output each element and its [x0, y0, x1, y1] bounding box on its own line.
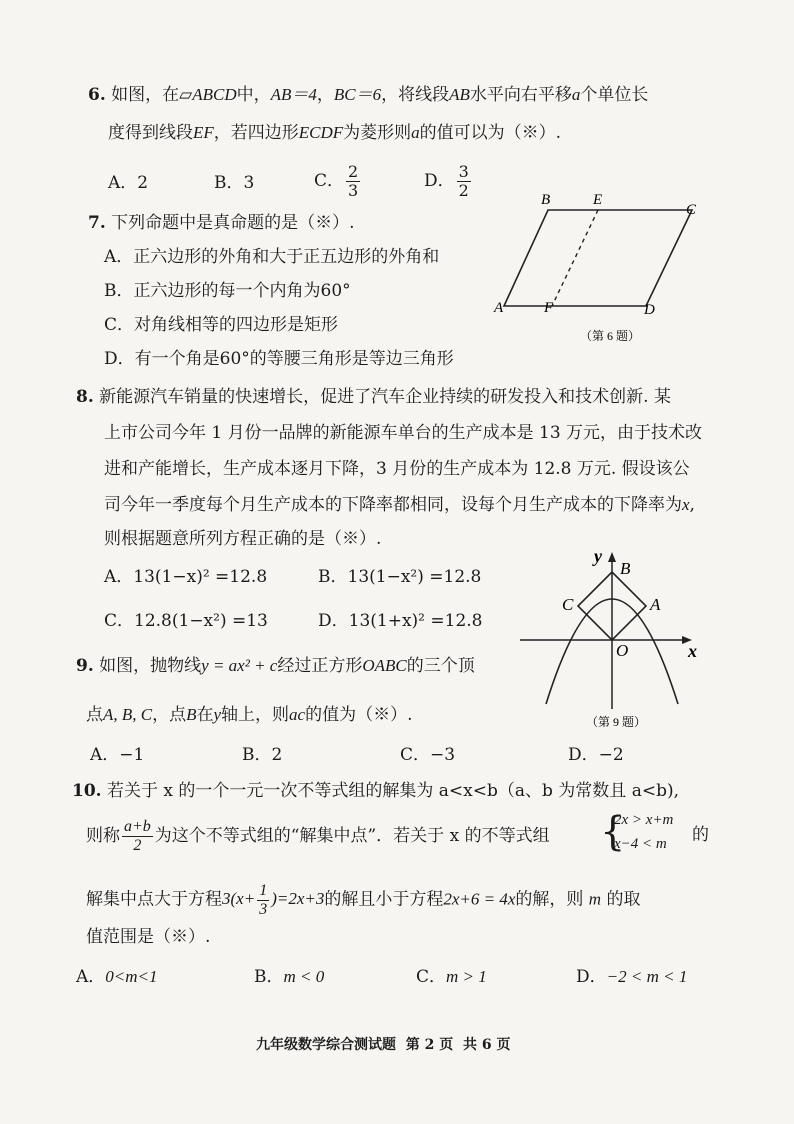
- q6-text: 中，: [236, 85, 271, 105]
- option-label: B．: [242, 745, 272, 765]
- q9-option-c[interactable]: [400, 744, 455, 766]
- q8-option-c[interactable]: [104, 610, 268, 632]
- option-label: C．: [416, 967, 447, 987]
- q6-text: 如图，在: [111, 85, 180, 105]
- q9-text: 的值为（※）.: [305, 705, 413, 725]
- q10-text: 为这个不等式组的“解集中点”．若关于 x 的不等式组: [154, 826, 550, 846]
- label-a: A: [494, 300, 504, 316]
- inequality-system: [600, 810, 692, 860]
- q10-text: 的取: [606, 889, 641, 910]
- q8-text: 上市公司今年 1 月份一品牌的新能源车单台的生产成本是 13 万元，由于技术改: [104, 423, 703, 443]
- q6-text: 的值可以为（※）.: [419, 123, 562, 143]
- q8-line2: [104, 422, 702, 444]
- q8-option-a[interactable]: [104, 566, 267, 588]
- q10-option-a[interactable]: [76, 966, 158, 988]
- option-value: −3: [430, 745, 456, 765]
- q6-parallelogram-figure: [486, 190, 706, 350]
- segment-ef: [552, 210, 598, 306]
- option-label: B．: [318, 567, 348, 587]
- option-label: D．: [318, 611, 349, 631]
- q6-option-d[interactable]: [424, 163, 473, 200]
- q6-var: BC＝6: [333, 85, 382, 104]
- footer-title: 九年级数学综合测试题: [256, 1037, 396, 1053]
- inequality-2: x−4 < m: [614, 836, 667, 852]
- q9-var: ac: [289, 705, 306, 724]
- figure-caption: （第 9 题）: [586, 715, 647, 729]
- q9-var: A, B, C: [103, 705, 153, 724]
- q6-var: EF: [193, 123, 214, 142]
- q9-text: 的三个顶: [406, 656, 475, 676]
- q6-text: ，将线段: [381, 85, 450, 105]
- q6-var: a: [411, 123, 420, 142]
- q6-text: ，若四边形: [213, 123, 299, 143]
- option-label: B．: [104, 281, 134, 301]
- q10-text: 的解，则: [515, 889, 584, 910]
- q8-option-b[interactable]: [318, 566, 481, 588]
- parallelogram-symbol: ▱: [179, 85, 193, 105]
- option-label: D．: [424, 171, 455, 191]
- option-text: 12.8(1−x²) =13: [134, 611, 268, 631]
- label-x: x: [688, 641, 697, 661]
- figure-caption: （第 6 题）: [580, 329, 641, 343]
- q9-equation: y = ax² + c: [201, 656, 278, 675]
- q10-text: 的: [692, 825, 709, 845]
- q10-option-c[interactable]: [416, 966, 487, 988]
- q9-text: 在: [196, 705, 214, 725]
- label-c: C: [686, 202, 697, 218]
- label-o: O: [616, 641, 629, 660]
- question-number: 7.: [88, 213, 106, 233]
- q10-line2-end: [692, 824, 709, 846]
- numerator: 3: [458, 162, 469, 181]
- option-text: 13(1−x)² =12.8: [133, 567, 268, 587]
- inequality-1: 2x > x+m: [614, 812, 674, 828]
- q7-option-a[interactable]: [104, 246, 439, 268]
- numerator: 1: [259, 882, 268, 899]
- q8-line3: [104, 458, 690, 480]
- option-label: D．: [104, 349, 135, 369]
- option-label: C．: [104, 315, 135, 335]
- option-value: 2: [271, 745, 283, 765]
- q6-var: AB＝4: [270, 85, 317, 104]
- fraction: [257, 882, 269, 919]
- q6-var: ECDF: [298, 123, 344, 142]
- q9-var: y: [213, 705, 222, 724]
- q9-text: 点: [86, 705, 103, 725]
- fraction: [122, 818, 153, 855]
- q8-line5: [104, 528, 381, 550]
- denominator: 2: [133, 837, 142, 854]
- q6-option-a[interactable]: [108, 172, 148, 194]
- label-y: y: [594, 546, 602, 566]
- denominator: 3: [259, 901, 268, 918]
- q8-text: 进和产能增长，生产成本逐月下降，3 月份的生产成本为 12.8 万元. 假设该公: [104, 459, 690, 479]
- question-number: 9.: [76, 656, 94, 676]
- label-a: A: [650, 595, 661, 614]
- q10-line4: [86, 926, 210, 948]
- q8-option-d[interactable]: [318, 610, 483, 632]
- option-label: B．: [214, 173, 244, 193]
- option-text: m < 0: [283, 967, 325, 986]
- q8-var: x: [682, 495, 690, 514]
- q9-var: OABC: [362, 656, 407, 675]
- q7-option-c[interactable]: [104, 314, 338, 336]
- q9-option-a[interactable]: [90, 744, 144, 766]
- q6-text: 个单位长: [580, 85, 649, 105]
- option-text: 正六边形的外角和大于正五边形的外角和: [133, 247, 440, 267]
- q9-option-d[interactable]: [568, 744, 624, 766]
- q10-text: 则称: [86, 826, 120, 846]
- footer-page: 第 2 页: [405, 1037, 454, 1053]
- equation-1: [222, 882, 325, 918]
- q10-line1: [72, 780, 679, 802]
- q10-text: 解集中点大于方程: [86, 889, 222, 910]
- label-d: D: [644, 302, 655, 318]
- equation-2: 2x+6 = 4x: [443, 889, 516, 909]
- denominator: 2: [458, 181, 469, 200]
- q6-line1: 6. 如图，在▱ABCD中，AB＝4，BC＝6，将线段AB水平向右平移a个单位长: [88, 85, 649, 105]
- q6-var: AB: [449, 85, 470, 104]
- question-number: 8.: [76, 387, 94, 407]
- fraction: [346, 163, 360, 200]
- q8-text: 司今年一季度每个月生产成本的下降率都相同，设每个月生产成本的下降率为: [104, 495, 682, 515]
- q6-line2: [108, 122, 561, 144]
- option-text: 有一个角是60°的等腰三角形是等边三角形: [134, 349, 454, 369]
- q8-line1: [76, 386, 671, 408]
- option-label: A．: [108, 173, 138, 193]
- q6-option-b[interactable]: [214, 172, 254, 194]
- question-number: 10.: [72, 781, 102, 801]
- option-text: 正六边形的每一个内角为60°: [133, 281, 351, 301]
- q10-line2: [86, 818, 550, 855]
- q9-line2: [86, 704, 413, 726]
- q7-stem: [88, 212, 355, 234]
- q7-option-d[interactable]: [104, 348, 454, 370]
- option-text: 13(1+x)² =12.8: [348, 611, 483, 631]
- option-label: C．: [104, 611, 135, 631]
- question-number: 6.: [88, 85, 106, 105]
- q10-option-b[interactable]: [254, 966, 324, 988]
- option-value: −1: [119, 745, 145, 765]
- label-e: E: [593, 192, 603, 208]
- option-label: A．: [104, 247, 134, 267]
- fraction: [457, 163, 471, 200]
- q10-text: 的解且小于方程: [324, 889, 444, 910]
- option-label: A．: [76, 967, 106, 987]
- q6-text: 水平向右平移: [469, 85, 572, 105]
- q9-line1: [76, 655, 475, 677]
- q10-text: 值范围是（※）.: [86, 927, 211, 947]
- option-value: 3: [243, 173, 255, 193]
- option-value: −2: [598, 745, 624, 765]
- option-label: D．: [568, 745, 599, 765]
- q9-text: 如图，抛物线: [99, 656, 202, 676]
- page-footer: [256, 1034, 511, 1054]
- q8-text: 则根据题意所列方程正确的是（※）.: [104, 529, 382, 549]
- option-label: C．: [314, 171, 345, 191]
- option-text: −2 < m < 1: [606, 967, 688, 986]
- option-text: 对角线相等的四边形是矩形: [134, 315, 339, 335]
- q10-option-d[interactable]: [576, 966, 687, 988]
- option-label: D．: [576, 967, 607, 987]
- q9-var: B: [186, 705, 197, 724]
- option-label: A．: [90, 745, 120, 765]
- numerator: 2: [348, 162, 359, 181]
- q9-text: ，点: [152, 705, 187, 725]
- left-brace: {: [600, 809, 626, 855]
- q8-text: 新能源汽车销量的快速增长，促进了汽车企业持续的研发投入和技术创新. 某: [99, 387, 671, 407]
- option-text: 0<m<1: [105, 967, 158, 986]
- option-text: m > 1: [446, 967, 487, 986]
- q6-var: a: [571, 85, 581, 104]
- y-axis-arrow: [608, 552, 616, 562]
- label-b: B: [541, 192, 551, 208]
- q7-stem-text: 下列命题中是真命题的是（※）.: [111, 213, 355, 233]
- numerator: a+b: [124, 818, 151, 835]
- label-b: B: [620, 559, 631, 578]
- footer-total: 共 6 页: [463, 1037, 511, 1053]
- q6-var: ABCD: [192, 85, 237, 104]
- q9-option-b[interactable]: [242, 744, 282, 766]
- q10-text: 若关于 x 的一个一元一次不等式组的解集为 a<x<b（a、b 为常数且 a<b),: [106, 781, 679, 801]
- option-label: A．: [104, 567, 134, 587]
- q10-var: m: [588, 889, 602, 909]
- parallelogram-abcd: [504, 210, 692, 306]
- q6-text: 为菱形则: [343, 123, 412, 143]
- option-text: 13(1−x²) =12.8: [347, 567, 482, 587]
- q10-line3: [86, 882, 640, 919]
- q6-text: 度得到线段: [108, 123, 193, 143]
- q9-parabola-figure: [516, 544, 716, 734]
- option-label: C．: [400, 745, 431, 765]
- equation-part: )=2x+3: [271, 889, 325, 909]
- q8-line4: 司今年一季度每个月生产成本的下降率都相同，设每个月生产成本的下降率为x,: [104, 495, 695, 515]
- equation-part: 3(x+: [222, 889, 256, 909]
- label-c: C: [562, 595, 574, 614]
- q9-text: 轴上，则: [221, 705, 290, 725]
- denominator: 3: [348, 181, 359, 200]
- option-label: B．: [254, 967, 284, 987]
- q7-option-b[interactable]: [104, 280, 351, 302]
- q6-option-c[interactable]: [314, 163, 362, 200]
- label-f: F: [544, 300, 554, 316]
- q9-text: 经过正方形: [277, 656, 363, 676]
- option-value: 2: [137, 173, 149, 193]
